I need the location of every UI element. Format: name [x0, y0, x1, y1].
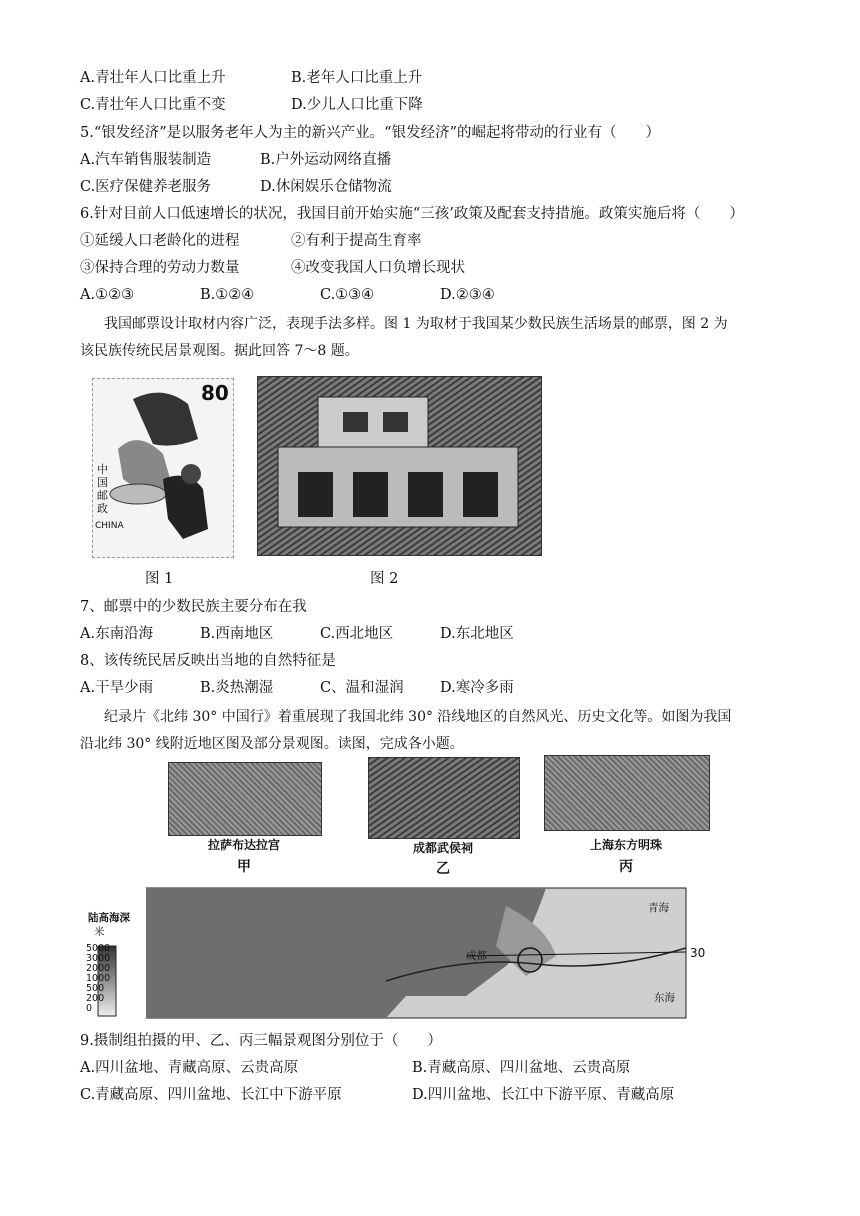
- q6-item-4: ④改变我国人口负增长现状: [291, 260, 465, 276]
- q8-option-c: C、温和湿润: [320, 680, 404, 696]
- q6-item-2: ②有利于提高生育率: [291, 233, 422, 249]
- dwelling-photo: [257, 376, 542, 556]
- stamp-value: 80: [201, 381, 229, 405]
- photo-pearl-label: 上海东方明珠: [589, 838, 662, 852]
- q7-option-d: D.东北地区: [440, 626, 514, 642]
- q9-option-d: D.四川盆地、长江中下游平原、青藏高原: [412, 1087, 675, 1103]
- fig2-caption: 图 2: [370, 571, 399, 587]
- dwelling-illustration: [258, 377, 541, 555]
- passage1-line1: 我国邮票设计取材内容广泛，表现手法多样。图 1 为取材于我国某少数民族生活场景的邮票，图 2 为: [104, 316, 728, 332]
- map-label-chengdu: 成都: [466, 950, 487, 962]
- map-legend-title: 陆高海深: [88, 912, 130, 924]
- q8-option-a: A.干旱少雨: [80, 680, 154, 696]
- q5-option-b: B.户外运动网络直播: [260, 152, 392, 168]
- q8-stem: 8、该传统民居反映出当地的自然特征是: [80, 653, 336, 669]
- legend-value-3000: 3000: [86, 953, 111, 964]
- map-label-30: 30: [690, 946, 706, 960]
- q6-item-3: ③保持合理的劳动力数量: [80, 260, 240, 276]
- q7-option-a: A.东南沿海: [80, 626, 154, 642]
- map-legend-unit: 米: [94, 926, 105, 938]
- legend-value-0: 0: [86, 1003, 93, 1014]
- legend-value-500: 500: [86, 983, 105, 994]
- legend-value-1000: 1000: [86, 973, 111, 984]
- photo-pearl-tag: 丙: [619, 859, 633, 875]
- fig1-caption: 图 1: [145, 571, 174, 587]
- q6-item-1: ①延缓人口老龄化的进程: [80, 233, 240, 249]
- q8-option-d: D.寒冷多雨: [440, 680, 514, 696]
- q6-option-a: A.①②③: [80, 287, 135, 303]
- q5-option-c: C.医疗保健养老服务: [80, 179, 212, 195]
- q4-option-a: A.青壮年人口比重上升: [80, 70, 226, 86]
- photo-wuhou-temple: [368, 757, 520, 839]
- passage2-line2: 沿北纬 30° 线附近地区图及部分景观图。读图，完成各小题。: [80, 736, 464, 752]
- q6-option-b: B.①②④: [200, 287, 255, 303]
- q4-option-c: C.青壮年人口比重不变: [80, 97, 226, 113]
- q7-stem: 7、邮票中的少数民族主要分布在我: [80, 599, 307, 615]
- q7-option-c: C.西北地区: [320, 626, 394, 642]
- legend-value-200: 200: [86, 993, 105, 1004]
- legend-value-5000: 5000: [86, 943, 111, 954]
- photo-potala-palace: [168, 762, 322, 836]
- photo-wuhou-label: 成都武侯祠: [412, 841, 473, 855]
- passage1-line2: 该民族传统民居景观图。据此回答 7～8 题。: [80, 343, 359, 359]
- stamp-figure: [92, 378, 234, 558]
- photo-potala-label: 拉萨布达拉宫: [207, 838, 280, 852]
- photo-wuhou-tag: 乙: [436, 861, 450, 877]
- q4-option-d: D.少儿人口比重下降: [291, 97, 423, 113]
- photo-potala-tag: 甲: [237, 859, 251, 875]
- map-illustration: [86, 886, 706, 1020]
- q6-option-d: D.②③④: [440, 287, 495, 303]
- stamp-english: CHINA: [95, 521, 124, 531]
- q8-option-b: B.炎热潮湿: [200, 680, 274, 696]
- q6-option-c: C.①③④: [320, 287, 375, 303]
- q5-stem: 5.“银发经济”是以服务老年人为主的新兴产业。“银发经济”的崛起将带动的行业有（ ）: [80, 125, 660, 141]
- q5-option-a: A.汽车销售服装制造: [80, 152, 212, 168]
- q9-option-b: B.青藏高原、四川盆地、云贵高原: [412, 1060, 631, 1076]
- q6-stem: 6.针对目前人口低速增长的状况，我国目前开始实施“三孩’政策及配套支持措施。政策实施后将（ ）: [80, 206, 744, 222]
- legend-value-2000: 2000: [86, 963, 111, 974]
- latitude-30-map: [86, 886, 706, 1020]
- photo-oriental-pearl: [544, 755, 710, 831]
- q9-stem: 9.摄制组拍摄的甲、乙、丙三幅景观图分别位于（ ）: [80, 1033, 442, 1049]
- map-label-donghai: 东海: [654, 992, 675, 1004]
- q9-option-a: A.四川盆地、青藏高原、云贵高原: [80, 1060, 299, 1076]
- q4-option-b: B.老年人口比重上升: [291, 70, 423, 86]
- passage2-line1: 纪录片《北纬 30° 中国行》着重展现了我国北纬 30° 沿线地区的自然风光、历史文化等。如图为我国: [104, 709, 732, 725]
- stamp-country: 中国邮政: [97, 463, 108, 515]
- map-label-qinghai: 青海: [648, 902, 669, 914]
- q9-option-c: C.青藏高原、四川盆地、长江中下游平原: [80, 1087, 342, 1103]
- q7-option-b: B.西南地区: [200, 626, 274, 642]
- q5-option-d: D.休闲娱乐仓储物流: [260, 179, 392, 195]
